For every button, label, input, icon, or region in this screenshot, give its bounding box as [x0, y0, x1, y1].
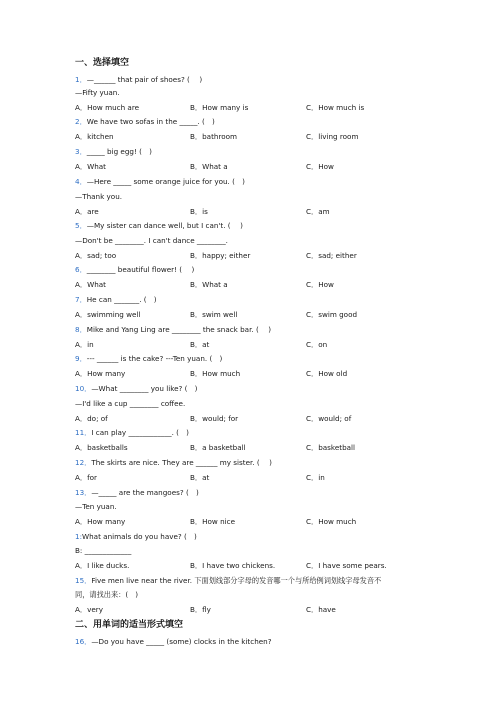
question-4: 4．—Here _____ some orange juice for you. ( ): [75, 177, 245, 186]
question-1: 1．—______ that pair of shoes? ( ): [75, 75, 203, 84]
option-c[interactable]: C．am: [306, 207, 330, 216]
option-a[interactable]: A．I like ducks.: [75, 561, 130, 570]
question-14: 1:What animals do you have? ( ): [75, 532, 197, 541]
option-b[interactable]: B．How nice: [190, 517, 236, 526]
option-a[interactable]: A．kitchen: [75, 132, 114, 141]
option-a[interactable]: A．How many: [75, 517, 126, 526]
question-14-b-line: B: _____________: [75, 546, 132, 555]
question-2: 2．We have two sofas in the _____. ( ): [75, 117, 215, 126]
question-10-line2: —I'd like a cup ________ coffee.: [75, 399, 186, 408]
option-b[interactable]: B．How many is: [190, 103, 249, 112]
option-a[interactable]: A．How many: [75, 369, 126, 378]
question-1-reply: —Fifty yuan.: [75, 88, 120, 97]
question-15-line2: 同，请找出来：( ): [75, 590, 139, 599]
option-b[interactable]: B．What a: [190, 162, 228, 171]
option-c[interactable]: C．How: [306, 162, 334, 171]
question-16: 16．—Do you have _____ (some) clocks in the kitchen?: [75, 637, 272, 646]
option-c[interactable]: C．on: [306, 340, 328, 349]
option-a[interactable]: A．sad; too: [75, 251, 117, 260]
option-b[interactable]: B．bathroom: [190, 132, 238, 141]
question-5-line2: —Don't be ________. I can't dance ________.: [75, 236, 228, 245]
option-c[interactable]: C．How much is: [306, 103, 365, 112]
question-11: 11．I can play ____________. ( ): [75, 428, 189, 437]
option-a[interactable]: A．do; of: [75, 414, 108, 423]
option-a[interactable]: A．basketballs: [75, 443, 128, 452]
question-3: 3．_____ big egg! ( ): [75, 147, 152, 156]
question-15: 15．Five men live near the river. 下面划线部分字母的发音哪一个与所给例词划线字母发音不: [75, 576, 382, 585]
option-c[interactable]: C．basketball: [306, 443, 356, 452]
option-b[interactable]: B．swim well: [190, 310, 238, 319]
question-5: 5．—My sister can dance well, but I can't. ( ): [75, 221, 243, 230]
question-7: 7．He can _______. ( ): [75, 295, 157, 304]
question-13: 13．—_____ are the mangoes? ( ): [75, 488, 199, 497]
section-title-2: 二、用单词的适当形式填空: [75, 620, 184, 630]
option-b[interactable]: B．a basketball: [190, 443, 246, 452]
option-c[interactable]: C．living room: [306, 132, 359, 141]
option-a[interactable]: A．for: [75, 473, 97, 482]
option-b[interactable]: B．fly: [190, 605, 211, 614]
option-c[interactable]: C．swim good: [306, 310, 358, 319]
option-a[interactable]: A．What: [75, 280, 106, 289]
option-c[interactable]: C．have: [306, 605, 336, 614]
option-c[interactable]: C．would; of: [306, 414, 352, 423]
option-c[interactable]: C．How: [306, 280, 334, 289]
option-a[interactable]: A．in: [75, 340, 94, 349]
question-8: 8．Mike and Yang Ling are ________ the snack bar. ( ): [75, 325, 272, 334]
option-c[interactable]: C．How old: [306, 369, 348, 378]
option-b[interactable]: B．What a: [190, 280, 228, 289]
option-a[interactable]: A．What: [75, 162, 106, 171]
option-b[interactable]: B．I have two chickens.: [190, 561, 276, 570]
option-b[interactable]: B．would; for: [190, 414, 239, 423]
question-13-reply: —Ten yuan.: [75, 502, 117, 511]
section-title-1: 一、选择填空: [75, 58, 130, 68]
option-a[interactable]: A．very: [75, 605, 103, 614]
question-10: 10．—What ________ you like? ( ): [75, 384, 198, 393]
option-b[interactable]: B．at: [190, 473, 210, 482]
option-b[interactable]: B．How much: [190, 369, 241, 378]
question-4-reply: —Thank you.: [75, 192, 123, 201]
option-b[interactable]: B．happy; either: [190, 251, 251, 260]
question-12: 12．The skirts are nice. They are ______ my sister. ( ): [75, 458, 272, 467]
option-a[interactable]: A．swimming well: [75, 310, 141, 319]
option-b[interactable]: B．at: [190, 340, 210, 349]
option-c[interactable]: C．I have some pears.: [306, 561, 387, 570]
question-6: 6．________ beautiful flower! ( ): [75, 265, 195, 274]
option-a[interactable]: A．are: [75, 207, 99, 216]
option-c[interactable]: C．in: [306, 473, 325, 482]
option-b[interactable]: B．is: [190, 207, 208, 216]
option-a[interactable]: A．How much are: [75, 103, 140, 112]
option-c[interactable]: C．How much: [306, 517, 357, 526]
option-c[interactable]: C．sad; either: [306, 251, 357, 260]
question-9: 9．--- ______ is the cake? ---Ten yuan. ( ): [75, 354, 223, 363]
